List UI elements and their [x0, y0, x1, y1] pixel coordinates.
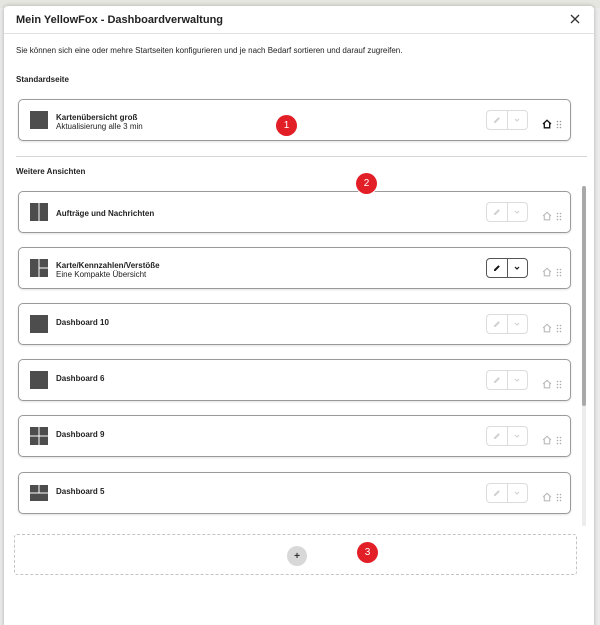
card-title: Dashboard 10 [56, 318, 109, 327]
dashboard-card-map-kpis[interactable] [18, 247, 571, 289]
chevron-down-icon[interactable] [507, 427, 527, 445]
card-title: Aufträge und Nachrichten [56, 209, 155, 218]
close-icon[interactable] [568, 12, 582, 26]
callout-badge-2: 2 [356, 173, 377, 194]
dashboard-card-orders-messages[interactable] [18, 191, 571, 233]
section-divider [16, 156, 587, 157]
pencil-icon[interactable] [487, 259, 507, 277]
card-action-group [486, 202, 528, 222]
dashboard-card-6[interactable] [18, 359, 571, 401]
card-title: Dashboard 9 [56, 430, 105, 439]
add-dashboard-dropzone[interactable] [14, 534, 577, 575]
pencil-icon[interactable] [487, 484, 507, 502]
card-title: Karte/Kennzahlen/Verstöße [56, 261, 160, 270]
section-label-further: Weitere Ansichten [16, 167, 86, 176]
drag-handle-icon[interactable] [556, 376, 562, 385]
pencil-icon[interactable] [487, 371, 507, 389]
dialog-intro-text: Sie können sich eine oder mehre Startseiten konfigurieren und je nach Bedarf sortieren und darauf zugreifen. [16, 46, 403, 55]
card-action-group [486, 110, 528, 130]
two-column-icon [29, 202, 49, 222]
dialog-title: Mein YellowFox - Dashboardverwaltung [16, 14, 224, 26]
card-action-group [486, 426, 528, 446]
dashboard-card-10[interactable] [18, 303, 571, 345]
scrollbar-thumb[interactable] [582, 186, 586, 406]
four-grid-icon [29, 426, 49, 446]
chevron-down-icon[interactable] [507, 203, 527, 221]
dashboard-management-dialog [4, 6, 594, 625]
drag-handle-icon[interactable] [556, 264, 562, 273]
card-subtitle: Aktualisierung alle 3 min [56, 122, 143, 131]
drag-handle-icon[interactable] [556, 208, 562, 217]
pencil-icon[interactable] [487, 111, 507, 129]
home-icon[interactable] [542, 116, 552, 126]
chevron-down-icon[interactable] [507, 111, 527, 129]
card-action-group [486, 258, 528, 278]
card-title: Dashboard 6 [56, 374, 105, 383]
chevron-down-icon[interactable] [507, 315, 527, 333]
drag-handle-icon[interactable] [556, 432, 562, 441]
callout-badge-1: 1 [276, 115, 297, 136]
home-icon[interactable] [542, 208, 552, 218]
drag-handle-icon[interactable] [556, 116, 562, 125]
dialog-header [4, 6, 594, 34]
single-pane-icon [29, 370, 49, 390]
single-pane-icon [29, 110, 49, 130]
three-grid-icon [29, 483, 49, 503]
drag-handle-icon[interactable] [556, 320, 562, 329]
add-dashboard-button[interactable]: + [287, 546, 307, 566]
card-action-group [486, 483, 528, 503]
card-title: Kartenübersicht groß [56, 113, 138, 122]
chevron-down-icon[interactable] [507, 259, 527, 277]
home-icon[interactable] [542, 264, 552, 274]
dashboard-card-9[interactable] [18, 415, 571, 457]
drag-handle-icon[interactable] [556, 489, 562, 498]
chevron-down-icon[interactable] [507, 484, 527, 502]
pencil-icon[interactable] [487, 203, 507, 221]
split-three-icon [29, 258, 49, 278]
section-label-standard: Standardseite [16, 75, 69, 84]
home-icon[interactable] [542, 432, 552, 442]
card-action-group [486, 370, 528, 390]
pencil-icon[interactable] [487, 315, 507, 333]
home-icon[interactable] [542, 320, 552, 330]
dashboard-card-5[interactable] [18, 472, 571, 514]
views-scrollbar[interactable] [582, 186, 586, 526]
home-icon[interactable] [542, 376, 552, 386]
chevron-down-icon[interactable] [507, 371, 527, 389]
card-action-group [486, 314, 528, 334]
callout-badge-3: 3 [357, 542, 378, 563]
pencil-icon[interactable] [487, 427, 507, 445]
single-pane-icon [29, 314, 49, 334]
card-title: Dashboard 5 [56, 487, 105, 496]
card-subtitle: Eine Kompakte Übersicht [56, 270, 147, 279]
home-icon[interactable] [542, 489, 552, 499]
